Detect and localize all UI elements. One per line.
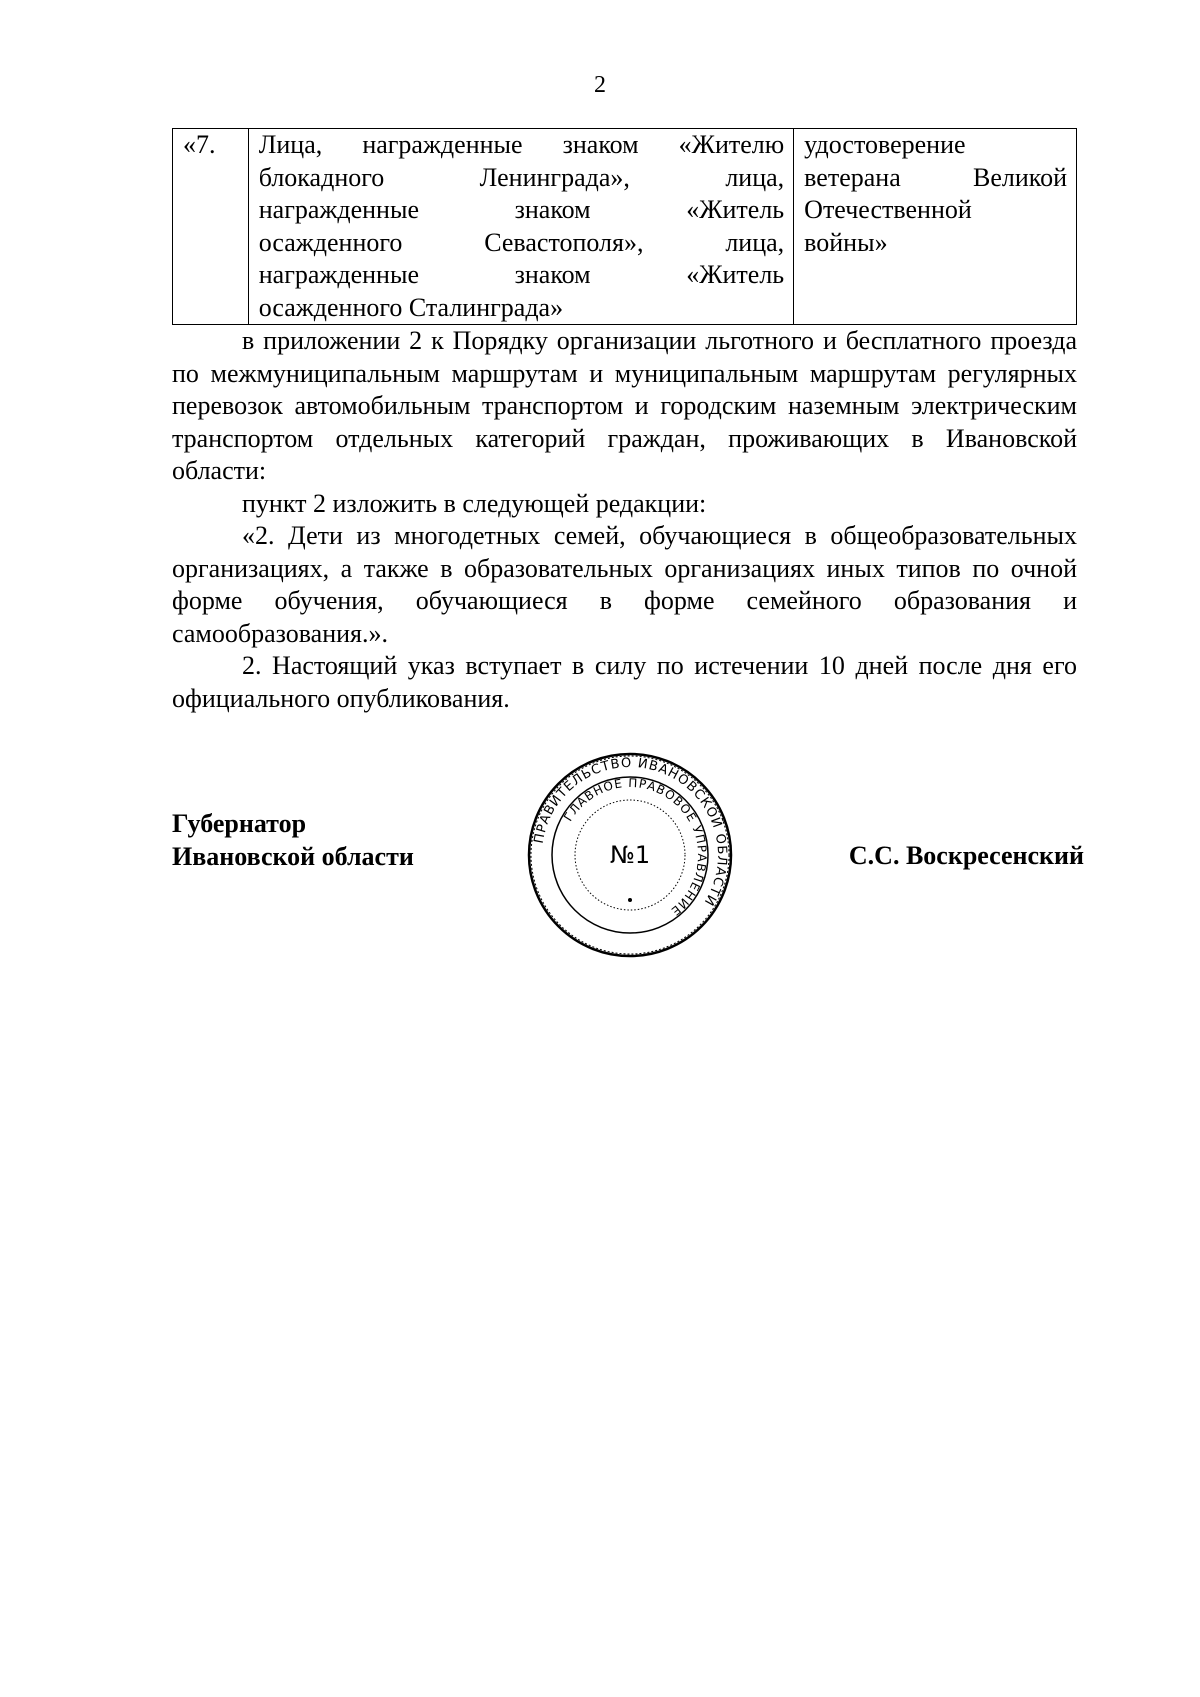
description-line: Лица, награжденные знаком «Жителю <box>258 130 785 159</box>
paragraph-effective-date: 2. Настоящий указ вступает в силу по истечении 10 дней после дня его официального опубликования. <box>172 651 1077 713</box>
signatory-name: С.С. Воскресенский <box>848 841 1084 870</box>
page-number: 2 <box>594 72 606 98</box>
description-line: блокадного Ленинграда», лица, <box>258 162 785 192</box>
paragraph-item-instruction: пункт 2 изложить в следующей редакции: <box>242 488 707 518</box>
table-cell-description <box>248 129 793 325</box>
description-line: осажденного Севастополя», лица, <box>258 227 785 257</box>
description-line: осажденного Сталинграда» <box>258 292 564 322</box>
paragraph-item-2-text: «2. Дети из многодетных семей, обучающиеся в общеобразовательных организациях, а также в образовательных организациях иных типов по очной форме обучения, обучающиеся в форме семейного образования и самообразования.». <box>172 521 1077 648</box>
amendment-table <box>172 128 1077 325</box>
signatory-title-line: Ивановской области <box>172 841 414 871</box>
description-line: награжденные знаком «Житель <box>258 260 785 289</box>
signatory-title <box>172 808 414 873</box>
document-line: Отечественной <box>804 195 972 224</box>
seal-dot <box>628 898 632 902</box>
seal-number: №1 <box>609 841 651 869</box>
table-row <box>173 129 1077 325</box>
document-line: ветерана Великой <box>804 162 1067 192</box>
document-line: войны» <box>804 227 888 257</box>
description-line: награжденные знаком «Житель <box>258 195 785 224</box>
document-body <box>172 128 1077 715</box>
signatory-title-line: Губернатор <box>172 809 307 838</box>
paragraph-appendix: в приложении 2 к Порядку организации льготного и бесплатного проезда по межмуниципальным маршрутам и муниципальным маршрутам регулярных перевозок автомобильным транспортом и городским наземным электрическим транспортом отдельных категорий граждан, проживающих в Ивановской области: <box>172 326 1077 485</box>
seal-outer-text: ПРАВИТЕЛЬСТВО ИВАНОВСКОЙ ОБЛАСТИ <box>531 755 730 909</box>
document-line: удостоверение <box>804 130 966 159</box>
official-seal <box>525 750 735 960</box>
seal-inner-text: ГЛАВНОЕ ПРАВОВОЕ УПРАВЛЕНИЕ <box>560 775 710 919</box>
table-cell-number: «7. <box>173 129 249 325</box>
table-cell-document <box>794 129 1077 325</box>
